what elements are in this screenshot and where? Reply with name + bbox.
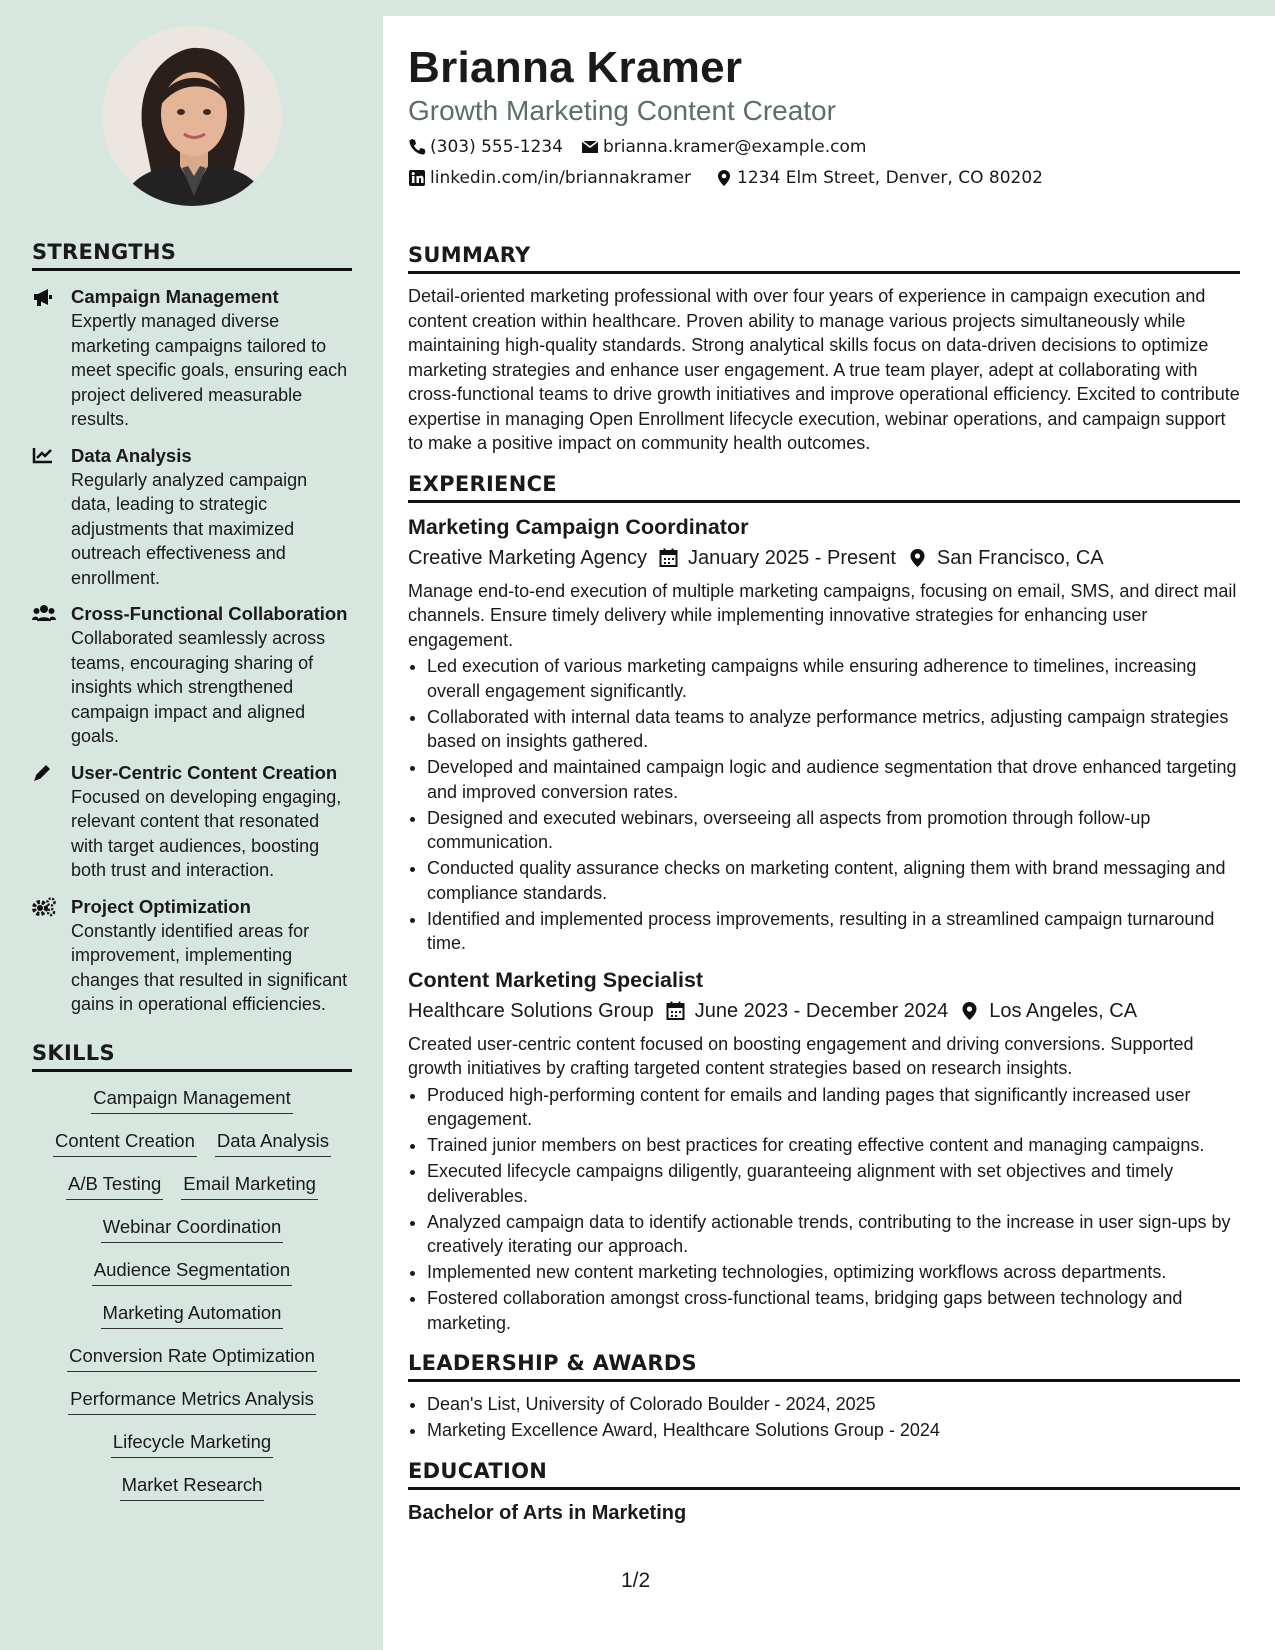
skill-tag: Webinar Coordination [101, 1215, 284, 1243]
email-icon [581, 138, 599, 156]
job-dates: January 2025 - Present [688, 546, 896, 569]
job-entry [408, 513, 1240, 956]
job-dates: June 2023 - December 2024 [694, 999, 949, 1022]
company-name: Creative Marketing Agency [408, 546, 648, 569]
linkedin-icon [408, 169, 426, 187]
strength-title: Campaign Management [71, 286, 279, 307]
strength-desc: Expertly managed diverse marketing campaigns tailored to meet specific goals, ensuring each project delivered measurable results. [71, 311, 348, 429]
calendar-icon [666, 1001, 685, 1021]
candidate-role: Growth Marketing Content Creator [408, 95, 836, 126]
job-description: Manage end-to-end execution of multiple marketing campaigns, focusing on email, SMS, and direct mail channels. Ensure timely delivery while implementing innovative strategies for enhancing user engagement. [408, 580, 1237, 650]
profile-photo [102, 26, 282, 206]
job-bullet: • Analyzed campaign data to identify actionable trends, contributing to the increase in user sign-ups by creatively iterating our approach. [427, 1210, 1240, 1259]
summary-text: Detail-oriented marketing professional with over four years of experience in campaign execution and content creation within healthcare. Proven ability to manage various projects simultaneously while maintaining high-quality standards. Strong analytical skills focus on data-driven decisions to optimize marketing strategies and enhance user engagement. A true team player, adept at collaborating with cross-functional teams to drive growth initiatives and improve operational efficiency. Excited to contribute expertise in managing Open Enrollment lifecycle execution, webinar operations, and campaign support to make a positive impact on community health outcomes. [408, 286, 1240, 453]
skills-title: SKILLS [32, 1041, 352, 1072]
address-text: 1234 Elm Street, Denver, CO 80202 [737, 168, 1043, 188]
candidate-name: Brianna Kramer [408, 43, 743, 92]
strengths-title: STRENGTHS [32, 240, 352, 271]
gears-icon [32, 897, 56, 917]
strength-desc: Collaborated seamlessly across teams, encouraging sharing of insights which strengthened campaign impact and aligned goals. [71, 628, 326, 746]
chart-line-icon [32, 446, 56, 466]
strength-title: Cross-Functional Collaboration [71, 603, 348, 624]
job-bullets [408, 654, 1240, 956]
award-item: • Dean's List, University of Colorado Boulder - 2024, 2025 [427, 1392, 1240, 1417]
job-bullet: • Collaborated with internal data teams to analyze performance metrics, adjusting campaign strategies based on insights gathered. [427, 705, 1240, 754]
job-location: Los Angeles, CA [989, 999, 1138, 1022]
job-meta [408, 996, 1240, 1026]
strength-desc: Regularly analyzed campaign data, leading to strategic adjustments that maximized outreach effectiveness and enrollment. [71, 469, 308, 588]
skill-tag: Audience Segmentation [92, 1258, 292, 1286]
job-bullet: • Led execution of various marketing campaigns while ensuring adherence to timelines, increasing overall engagement significantly. [427, 654, 1240, 703]
job-entry [408, 966, 1240, 1336]
job-bullets [408, 1083, 1240, 1336]
strength-desc: Focused on developing engaging, relevant content that resonated with target audiences, boosting both trust and interaction. [71, 786, 342, 880]
strength-item [32, 761, 352, 883]
strength-item [32, 895, 352, 1017]
strength-item [32, 285, 352, 432]
job-bullet: • Executed lifecycle campaigns diligently, guaranteeing alignment with set objectives and timely deliverables. [427, 1159, 1240, 1208]
skill-tag: Marketing Automation [101, 1301, 284, 1329]
main-content [408, 40, 1240, 1526]
job-bullet: • Fostered collaboration amongst cross-functional teams, bridging gaps between technology and marketing. [427, 1286, 1240, 1335]
education-degree: Bachelor of Arts in Marketing [408, 1501, 687, 1524]
sidebar-content [32, 240, 352, 1516]
job-title: Marketing Campaign Coordinator [408, 514, 749, 539]
leadership-list [408, 1392, 1240, 1443]
skill-tag: Conversion Rate Optimization [67, 1344, 317, 1372]
summary-title: SUMMARY [408, 243, 1240, 274]
phone-icon [408, 138, 426, 156]
skill-tag: Market Research [120, 1473, 265, 1501]
linkedin-link[interactable]: linkedin.com/in/briannakramer [430, 168, 692, 188]
location-pin-icon [715, 169, 733, 187]
strength-desc: Constantly identified areas for improvement, implementing changes that resulted in significant gains in operational efficiencies. [71, 920, 348, 1014]
strength-item [32, 444, 352, 591]
megaphone-icon [32, 287, 56, 307]
job-bullet: • Produced high-performing content for emails and landing pages that significantly increased user engagement. [427, 1083, 1240, 1132]
top-band [383, 0, 1275, 16]
location-pin-icon [908, 548, 927, 568]
company-name: Healthcare Solutions Group [408, 999, 654, 1022]
skill-tag: Campaign Management [91, 1086, 292, 1114]
award-item: • Marketing Excellence Award, Healthcare Solutions Group - 2024 [427, 1418, 1240, 1443]
contact-row [408, 167, 1240, 189]
page-number: 1/2 [621, 1569, 651, 1592]
skill-tag: Email Marketing [181, 1172, 318, 1200]
contact-row [408, 136, 1240, 158]
users-icon [32, 604, 56, 624]
job-location: San Francisco, CA [936, 546, 1104, 569]
skill-tag: Performance Metrics Analysis [68, 1387, 316, 1415]
experience-title: EXPERIENCE [408, 472, 1240, 503]
strength-title: Project Optimization [71, 895, 251, 917]
calendar-icon [659, 548, 678, 568]
strength-title: Data Analysis [71, 444, 192, 466]
job-title: Content Marketing Specialist [408, 967, 704, 992]
education-title: EDUCATION [408, 1459, 1240, 1490]
phone-number[interactable]: (303) 555-1234 [430, 137, 563, 157]
leadership-title: LEADERSHIP & AWARDS [408, 1351, 1240, 1382]
job-bullet: • Implemented new content marketing technologies, optimizing workflows across departments. [427, 1260, 1240, 1285]
job-description: Created user-centric content focused on boosting engagement and driving conversions. Supported growth initiatives by crafting targeted content strategies based on research insights. [408, 1033, 1194, 1078]
job-bullet: • Conducted quality assurance checks on marketing content, aligning them with brand messaging and compliance standards. [427, 856, 1240, 905]
skill-tag: Lifecycle Marketing [111, 1430, 273, 1458]
job-bullet: • Identified and implemented process improvements, resulting in a streamlined campaign turnaround time. [427, 907, 1240, 956]
pencil-icon [32, 763, 56, 783]
skill-tag: A/B Testing [66, 1172, 163, 1200]
job-bullet: • Developed and maintained campaign logic and audience segmentation that drove enhanced targeting and improved conversion rates. [427, 755, 1240, 804]
job-bullet: • Trained junior members on best practices for creating effective content and managing campaigns. [427, 1133, 1240, 1158]
skill-tag: Content Creation [53, 1129, 197, 1157]
strength-title: User-Centric Content Creation [71, 761, 338, 783]
skill-tag: Data Analysis [215, 1129, 331, 1157]
strength-item [32, 602, 352, 749]
location-pin-icon [960, 1001, 979, 1021]
job-meta [408, 543, 1240, 573]
email-link[interactable]: brianna.kramer@example.com [602, 137, 867, 157]
job-bullet: • Designed and executed webinars, overseeing all aspects from promotion through follow-up communication. [427, 806, 1240, 855]
